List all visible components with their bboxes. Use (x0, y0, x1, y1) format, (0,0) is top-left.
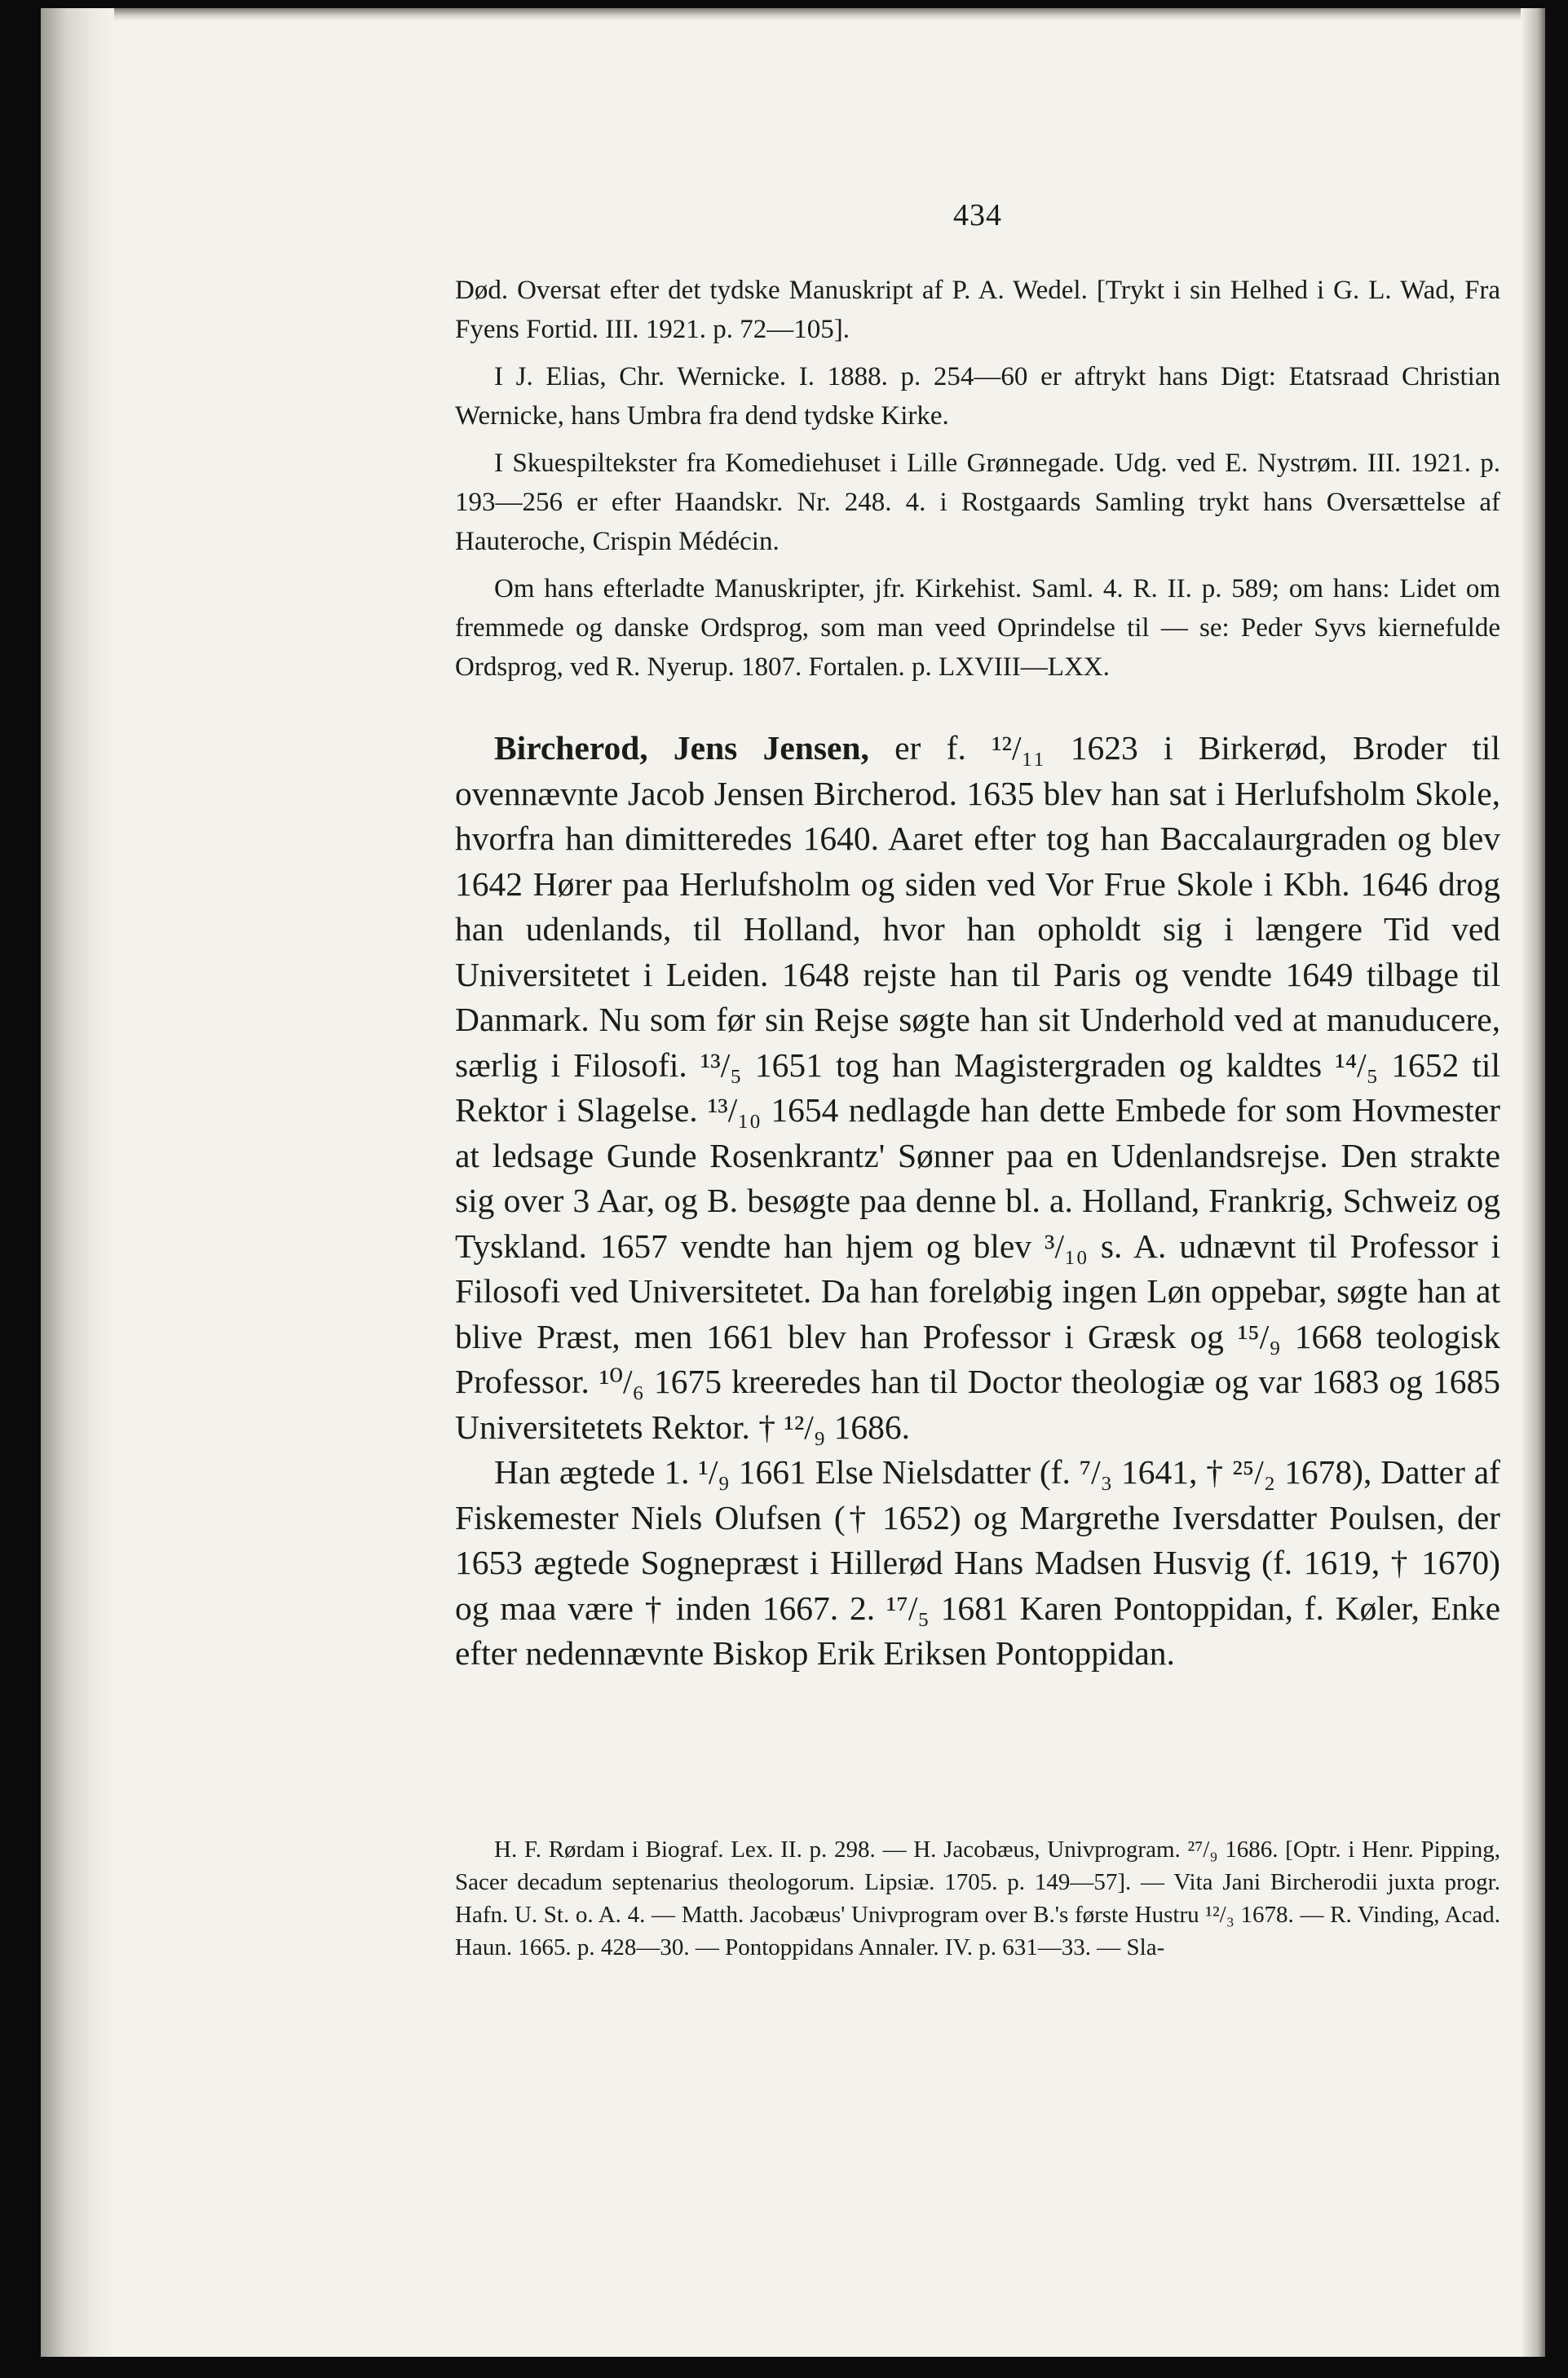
entry-headword: Bircherod, Jens Jensen, (494, 729, 869, 767)
intro-section (455, 271, 1500, 695)
intro-paragraph-3: I Skuespiltekster fra Komediehuset i Lille Grønnegade. Udg. ved E. Nystrøm. III. 1921. p. 193—256 er efter Haandskr. Nr. 248. 4. i Rostgaards Samling trykt hans Oversættelse af Hauteroche, Crispin Médécin. (455, 449, 1500, 556)
biography-entry (455, 726, 1500, 1677)
intro-paragraph-1: Død. Oversat efter det tydske Manuskript af P. A. Wedel. [Trykt i sin Helhed i G. L. Wad, Fra Fyens Fortid. III. 1921. p. 72—105]. (455, 276, 1500, 344)
book-page (41, 8, 1545, 2357)
page-number: 434 (953, 198, 1002, 232)
entry-marriage: Han ægtede 1. ¹/₉ 1661 Else Nielsdatter (f. ⁷/₃ 1641, † ²⁵/₂ 1678), Datter af Fiskemester Niels Olufsen († 1652) og Margrethe Iversdatter Poulsen, der 1653 ægtede Sognepræst i Hillerød Hans Madsen Husvig (f. 1619, † 1670) og maa være † inden 1667. 2. ¹⁷/₅ 1681 Karen Pontoppidan, f. Køler, Enke efter nedennævnte Biskop Erik Eriksen Pontoppidan. (455, 1453, 1500, 1672)
entry-references: H. F. Rørdam i Biograf. Lex. II. p. 298. — H. Jacobæus, Univprogram. ²⁷/₉ 1686. [Optr. i Henr. Pipping, Sacer decadum septenarius theologorum. Lipsiæ. 1705. p. 149—57]. — Vita Jani Bircherodii juxta progr. Hafn. U. St. o. A. 4. — Matth. Jacobæus' Univprogram over B.'s første Hustru ¹²/₃ 1678. — R. Vinding, Acad. Haun. 1665. p. 428—30. — Pontoppidans Annaler. IV. p. 631—33. — Sla- (455, 1837, 1500, 1960)
intro-paragraph-4: Om hans efterladte Manuskripter, jfr. Kirkehist. Saml. 4. R. II. p. 589; om hans: Lidet om fremmede og danske Ordsprog, som man veed Oprindelse til — se: Peder Syvs kiernefulde Ordsprog, ved R. Nyerup. 1807. Fortalen. p. LXVIII—LXX. (455, 574, 1500, 682)
page-right-edge (1521, 8, 1545, 2357)
entry-paragraph (455, 726, 1500, 1450)
page-top-edge (41, 8, 1545, 21)
page-left-edge (41, 8, 114, 2357)
entry-body: er f. ¹²/₁₁ 1623 i Birkerød, Broder til ovennævnte Jacob Jensen Bircherod. 1635 blev han sat i Herlufsholm Skole, hvorfra han dimitteredes 1640. Aaret efter tog han Baccalaurgraden og blev 1642 Hører paa Herlufsholm og siden ved Vor Frue Skole i Kbh. 1646 drog han udenlands, til Holland, hvor han opholdt sig i længere Tid ved Universitetet i Leiden. 1648 rejste han til Paris og vendte 1649 tilbage til Danmark. Nu som før sin Rejse søgte han sit Underhold ved at manuducere, særlig i Filosofi. ¹³/₅ 1651 tog han Magistergraden og kaldtes ¹⁴/₅ 1652 til Rektor i Slagelse. ¹³/₁₀ 1654 nedlagde han dette Embede for som Hovmester at ledsage Gunde Rosenkrantz' Sønner paa en Udenlandsrejse. Den strakte sig over 3 Aar, og B. besøgte paa denne bl. a. Holland, Frankrig, Schweiz og Tyskland. 1657 vendte han hjem og blev ³/₁₀ s. A. udnævnt til Professor i Filosofi ved Universitetet. Da han foreløbig ingen Løn oppebar, søgte han at blive Præst, men 1661 blev han Professor i Græsk og ¹⁵/₉ 1668 teologisk Professor. ¹⁰/₆ 1675 kreeredes han til Doctor theologiæ og var 1683 og 1685 Universitetets Rektor. † ¹²/₉ 1686. (455, 729, 1500, 1446)
references-section (455, 1833, 1500, 1964)
intro-paragraph-2: I J. Elias, Chr. Wernicke. I. 1888. p. 254—60 er aftrykt hans Digt: Etatsraad Christian Wernicke, hans Umbra fra dend tydske Kirke. (455, 362, 1500, 431)
